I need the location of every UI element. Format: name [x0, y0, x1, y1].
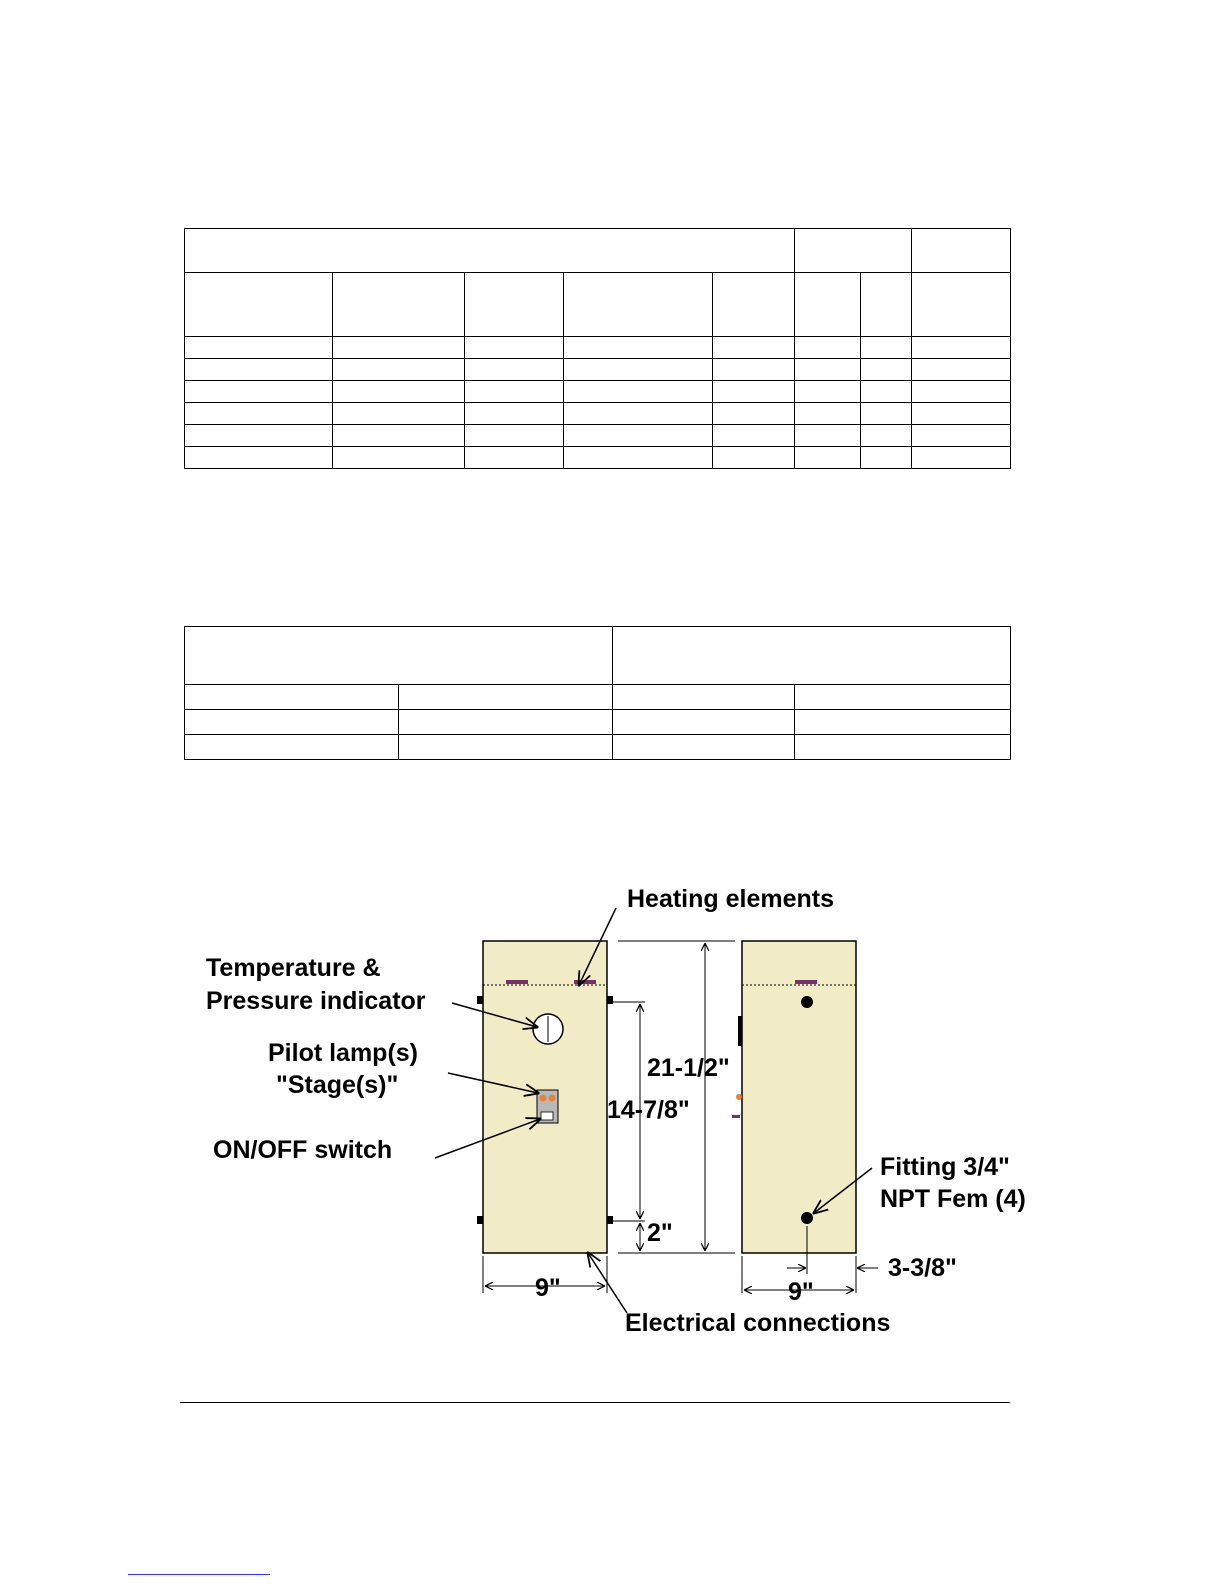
fitting-bottom	[801, 1212, 813, 1224]
table-row	[185, 337, 1011, 359]
table-row	[185, 735, 1011, 760]
table-cell	[912, 273, 1011, 337]
side-junction-box	[738, 1016, 742, 1046]
side-view	[732, 941, 856, 1253]
table-cell	[795, 229, 912, 273]
pilot-lamp	[540, 1095, 547, 1102]
table-header-row	[185, 229, 1011, 273]
side-cabinet	[742, 941, 856, 1253]
table-row	[185, 685, 1011, 710]
table-row	[185, 425, 1011, 447]
spec-table-2	[184, 626, 1011, 760]
label-on-off-switch: ON/OFF switch	[213, 1136, 393, 1164]
heating-element	[506, 980, 528, 984]
dim-overall-height: 21-1/2"	[647, 1054, 730, 1082]
table-cell	[861, 273, 912, 337]
label-temperature-pressure: Temperature & Pressure indicator	[206, 954, 426, 1015]
table-row	[185, 403, 1011, 425]
table-cell	[713, 273, 795, 337]
fitting-stub	[477, 1216, 483, 1224]
heating-element	[795, 980, 817, 984]
dim-bottom-offset: 2"	[647, 1219, 673, 1247]
table-row	[185, 381, 1011, 403]
table-subheader-row	[185, 273, 1011, 337]
on-off-switch	[541, 1112, 553, 1120]
footer-rule	[180, 1402, 1010, 1403]
table-cell	[333, 273, 465, 337]
table-row	[185, 359, 1011, 381]
table-cell	[613, 627, 1011, 685]
table-cell	[185, 627, 613, 685]
label-pilot-lamps: Pilot lamp(s) "Stage(s)"	[268, 1039, 419, 1099]
label-fitting: Fitting 3/4" NPT Fem (4)	[880, 1153, 1026, 1213]
table-header-row	[185, 627, 1011, 685]
table-row	[185, 447, 1011, 469]
dim-side-width: 9"	[788, 1278, 814, 1306]
table-row	[185, 710, 1011, 735]
pilot-lamp	[549, 1095, 556, 1102]
side-pilot-lamp	[736, 1094, 742, 1100]
table-cell	[185, 229, 795, 273]
table-cell	[795, 273, 861, 337]
side-switch	[732, 1115, 740, 1118]
fitting-top	[801, 996, 813, 1008]
label-electrical-connections: Electrical connections	[625, 1309, 891, 1337]
footnote-link-underline[interactable]	[128, 1574, 270, 1575]
heater-dimension-diagram	[0, 870, 1225, 1360]
table-cell	[465, 273, 564, 337]
front-view	[477, 941, 613, 1253]
dim-fitting-spacing: 14-7/8"	[607, 1096, 690, 1124]
fitting-stub	[477, 996, 483, 1004]
fitting-stub	[607, 996, 613, 1004]
dim-fitting-from-back: 3-3/8"	[888, 1254, 957, 1282]
heating-element	[574, 980, 596, 984]
table-cell	[912, 229, 1011, 273]
table-cell	[564, 273, 713, 337]
dim-front-width: 9"	[535, 1274, 561, 1302]
diagram-labels	[206, 885, 1026, 1337]
table-cell	[185, 273, 333, 337]
label-heating-elements: Heating elements	[627, 885, 835, 913]
spec-table-1	[184, 228, 1011, 469]
fitting-stub	[607, 1216, 613, 1224]
